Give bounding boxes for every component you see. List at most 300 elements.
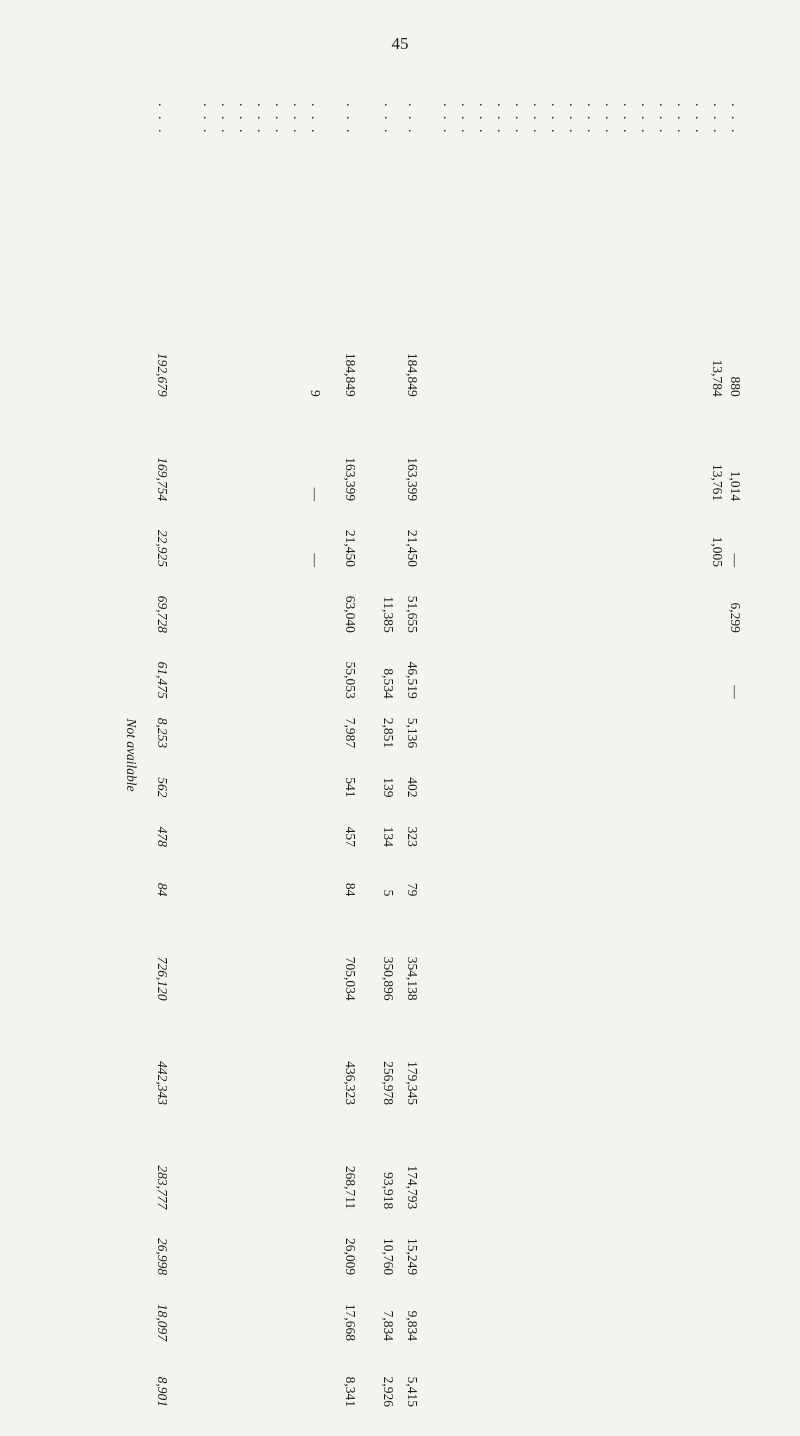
row-label xyxy=(140,100,184,276)
value-cell xyxy=(198,850,216,899)
value-cell xyxy=(306,1212,324,1278)
value-cell xyxy=(288,702,306,751)
value-cell xyxy=(600,1344,618,1410)
value-cell xyxy=(456,1004,474,1108)
value-cell xyxy=(618,801,636,850)
value-cell xyxy=(708,1108,726,1212)
value-cell xyxy=(654,1212,672,1278)
value-cell xyxy=(582,1108,600,1212)
value-cell xyxy=(672,1108,690,1212)
value-cell xyxy=(654,850,672,899)
spacer-cell xyxy=(708,276,726,296)
value-cell xyxy=(270,570,288,636)
value-cell xyxy=(726,1004,744,1108)
value-cell xyxy=(618,702,636,751)
leader-dots: . . . xyxy=(476,103,491,136)
value-cell xyxy=(492,702,510,751)
value-cell xyxy=(198,504,216,570)
spacer-cell xyxy=(492,276,510,296)
value-cell xyxy=(198,570,216,636)
value-cell xyxy=(492,570,510,636)
value-cell xyxy=(636,850,654,899)
value-cell xyxy=(288,899,306,1003)
value-cell xyxy=(438,850,456,899)
value-cell xyxy=(672,899,690,1003)
value-cell xyxy=(654,702,672,751)
spacer-cell xyxy=(288,276,306,296)
value-cell xyxy=(198,702,216,751)
value-cell xyxy=(492,295,510,399)
value-cell xyxy=(600,504,618,570)
value-cell xyxy=(270,295,288,399)
value-cell xyxy=(216,751,234,800)
value-cell xyxy=(654,636,672,702)
value-cell xyxy=(270,850,288,899)
table-row xyxy=(492,100,510,1410)
value-cell xyxy=(708,1344,726,1410)
value-cell xyxy=(510,801,528,850)
value-cell xyxy=(582,850,600,899)
spacer-cell xyxy=(546,276,564,296)
value-cell: 163,399 xyxy=(342,457,358,502)
value-cell xyxy=(708,1004,726,1108)
value-cell xyxy=(252,295,270,399)
value-cell xyxy=(288,504,306,570)
table-row xyxy=(528,100,546,1410)
value-cell xyxy=(564,400,582,504)
value-cell xyxy=(708,850,726,899)
value-cell xyxy=(270,1278,288,1344)
value-cell xyxy=(690,570,708,636)
value-cell xyxy=(546,1344,564,1410)
value-cell: 9 xyxy=(307,390,323,397)
leader-dots: . . . xyxy=(710,103,725,136)
row-label xyxy=(528,100,546,276)
value-cell xyxy=(216,850,234,899)
value-cell xyxy=(306,850,324,899)
value-cell xyxy=(636,801,654,850)
spacer-cell xyxy=(306,276,324,296)
row-label xyxy=(654,100,672,276)
value-cell xyxy=(600,850,618,899)
value-cell: 55,053 xyxy=(342,661,358,699)
value-cell xyxy=(528,1004,546,1108)
value-cell xyxy=(654,504,672,570)
value-cell xyxy=(690,899,708,1003)
value-cell xyxy=(618,1278,636,1344)
spacer-cell xyxy=(438,276,456,296)
leader-dots: . . . xyxy=(155,103,170,136)
value-cell xyxy=(528,850,546,899)
table-row xyxy=(582,100,600,1410)
spacer-cell xyxy=(456,276,474,296)
value-cell xyxy=(474,400,492,504)
value-cell: 22,925 xyxy=(154,529,170,567)
value-cell xyxy=(492,504,510,570)
value-cell xyxy=(528,751,546,800)
spacer-cell xyxy=(528,276,546,296)
row-label xyxy=(672,100,690,276)
leader-dots: . . . xyxy=(656,103,671,136)
value-cell xyxy=(636,504,654,570)
value-cell: 478 xyxy=(154,826,170,847)
value-cell xyxy=(690,636,708,702)
value-cell xyxy=(654,1108,672,1212)
leader-dots: . . . xyxy=(405,103,420,136)
row-label xyxy=(690,100,708,276)
value-cell xyxy=(510,751,528,800)
value-cell: 11,385 xyxy=(380,596,396,633)
value-cell xyxy=(376,400,400,504)
value-cell: 442,343 xyxy=(154,1061,170,1105)
value-cell xyxy=(672,400,690,504)
value-cell xyxy=(546,1278,564,1344)
value-cell xyxy=(690,1004,708,1108)
grand-total-row xyxy=(140,100,184,1410)
value-cell xyxy=(198,899,216,1003)
value-cell xyxy=(198,751,216,800)
spacer-row xyxy=(324,100,338,1410)
value-cell xyxy=(288,1278,306,1344)
value-cell xyxy=(306,1278,324,1344)
value-cell xyxy=(564,702,582,751)
value-cell xyxy=(198,1278,216,1344)
value-cell: 354,138 xyxy=(404,956,420,1001)
value-cell xyxy=(528,295,546,399)
table-row xyxy=(216,100,234,1410)
spacer-cell xyxy=(582,276,600,296)
value-cell xyxy=(582,1212,600,1278)
value-cell: 457 xyxy=(342,826,358,847)
row-label xyxy=(306,100,324,276)
value-cell xyxy=(438,1344,456,1410)
spacer-cell xyxy=(338,276,362,296)
value-cell xyxy=(672,702,690,751)
value-cell: 21,450 xyxy=(342,529,358,567)
value-cell xyxy=(492,1278,510,1344)
value-cell xyxy=(252,1108,270,1212)
value-cell xyxy=(564,570,582,636)
value-cell xyxy=(492,1108,510,1212)
value-cell xyxy=(528,636,546,702)
value-cell xyxy=(708,899,726,1003)
value-cell xyxy=(270,751,288,800)
value-cell: 541 xyxy=(342,777,358,798)
value-cell xyxy=(376,504,400,570)
value-cell xyxy=(252,702,270,751)
row-label xyxy=(252,100,270,276)
value-cell xyxy=(198,1344,216,1410)
value-cell xyxy=(306,1004,324,1108)
value-cell: 134 xyxy=(380,826,396,847)
value-cell: 84 xyxy=(342,882,358,897)
value-cell xyxy=(726,1108,744,1212)
value-cell: 402 xyxy=(404,777,420,798)
value-cell xyxy=(726,850,744,899)
leader-dots: . . . xyxy=(548,103,563,136)
spacer-row xyxy=(184,100,198,1410)
value-cell xyxy=(492,899,510,1003)
value-cell xyxy=(216,295,234,399)
row-label xyxy=(376,100,400,276)
value-cell xyxy=(528,801,546,850)
value-cell xyxy=(546,702,564,751)
value-cell xyxy=(456,400,474,504)
value-cell xyxy=(636,899,654,1003)
value-cell xyxy=(546,1004,564,1108)
value-cell xyxy=(252,899,270,1003)
value-cell xyxy=(726,702,744,751)
value-cell xyxy=(708,702,726,751)
value-cell xyxy=(510,1344,528,1410)
leader-dots: . . . xyxy=(602,103,617,136)
value-cell: 192,679 xyxy=(154,352,170,397)
value-cell: 1,014 xyxy=(727,470,743,502)
value-cell xyxy=(618,899,636,1003)
value-cell xyxy=(198,295,216,399)
value-cell: 51,655 xyxy=(404,595,420,633)
value-cell: 26,998 xyxy=(154,1238,170,1276)
value-cell: 350,896 xyxy=(380,956,396,1001)
value-cell xyxy=(618,1108,636,1212)
table-row xyxy=(456,100,474,1410)
value-cell: — xyxy=(727,685,743,699)
value-cell xyxy=(564,899,582,1003)
spacer-cell xyxy=(510,276,528,296)
value-cell xyxy=(690,504,708,570)
value-cell xyxy=(198,1004,216,1108)
value-cell xyxy=(654,801,672,850)
spacer-cell xyxy=(564,276,582,296)
value-cell xyxy=(672,801,690,850)
value-cell xyxy=(252,751,270,800)
value-cell xyxy=(600,751,618,800)
value-cell xyxy=(234,570,252,636)
leader-dots: . . . xyxy=(272,103,287,136)
value-cell xyxy=(438,1278,456,1344)
value-cell: 880 xyxy=(727,376,743,397)
value-cell: 323 xyxy=(404,826,420,847)
value-cell xyxy=(438,400,456,504)
value-cell xyxy=(216,504,234,570)
value-cell xyxy=(564,1108,582,1212)
value-cell xyxy=(306,899,324,1003)
spacer-cell xyxy=(600,276,618,296)
value-cell xyxy=(708,751,726,800)
value-cell xyxy=(288,1212,306,1278)
value-cell xyxy=(582,636,600,702)
value-cell xyxy=(438,504,456,570)
value-cell xyxy=(546,636,564,702)
value-cell xyxy=(234,1212,252,1278)
value-cell xyxy=(654,1004,672,1108)
row-label xyxy=(456,100,474,276)
value-cell xyxy=(252,504,270,570)
value-cell xyxy=(456,636,474,702)
value-cell xyxy=(636,1344,654,1410)
row-label xyxy=(492,100,510,276)
value-cell xyxy=(438,1212,456,1278)
value-cell xyxy=(582,570,600,636)
leader-dots: . . . xyxy=(254,103,269,136)
value-cell: 15,249 xyxy=(404,1238,420,1276)
row-label xyxy=(618,100,636,276)
value-cell xyxy=(456,899,474,1003)
value-cell: 8,341 xyxy=(342,1376,358,1407)
page-number: 45 xyxy=(391,34,409,53)
value-cell xyxy=(306,801,324,850)
value-cell xyxy=(726,751,744,800)
value-cell xyxy=(492,751,510,800)
value-cell xyxy=(618,636,636,702)
subtotal-row xyxy=(400,100,424,1410)
table-row xyxy=(690,100,708,1410)
leader-dots: . . . xyxy=(290,103,305,136)
value-cell xyxy=(270,1344,288,1410)
value-cell xyxy=(288,400,306,504)
value-cell xyxy=(546,570,564,636)
value-cell xyxy=(672,751,690,800)
spacer-cell xyxy=(672,276,690,296)
value-cell: 283,777 xyxy=(154,1165,170,1210)
value-cell xyxy=(376,295,400,399)
value-cell xyxy=(510,504,528,570)
value-cell xyxy=(252,801,270,850)
value-cell xyxy=(474,702,492,751)
value-cell xyxy=(672,504,690,570)
table-row xyxy=(546,100,564,1410)
value-cell xyxy=(252,636,270,702)
value-cell xyxy=(252,1004,270,1108)
spacer-cell xyxy=(216,276,234,296)
value-cell xyxy=(582,899,600,1003)
value-cell xyxy=(618,1004,636,1108)
value-cell xyxy=(216,400,234,504)
value-cell xyxy=(636,702,654,751)
value-cell: 26,009 xyxy=(342,1238,358,1276)
value-cell xyxy=(306,636,324,702)
value-cell: 2,851 xyxy=(380,717,396,749)
value-cell: 5 xyxy=(380,889,396,897)
value-cell xyxy=(582,504,600,570)
value-cell xyxy=(456,801,474,850)
value-cell xyxy=(474,504,492,570)
value-cell xyxy=(492,636,510,702)
value-cell xyxy=(510,1212,528,1278)
value-cell xyxy=(654,1344,672,1410)
value-cell xyxy=(582,1004,600,1108)
value-cell xyxy=(270,899,288,1003)
value-cell xyxy=(582,801,600,850)
value-cell: 436,323 xyxy=(342,1061,358,1105)
row-label xyxy=(726,100,744,276)
row-label xyxy=(600,100,618,276)
value-cell: 69,728 xyxy=(154,595,170,633)
value-cell: 6,299 xyxy=(727,602,743,633)
value-cell xyxy=(618,504,636,570)
spacer-row xyxy=(362,100,376,1410)
value-cell xyxy=(618,850,636,899)
value-cell xyxy=(510,1108,528,1212)
value-cell xyxy=(690,1278,708,1344)
value-cell xyxy=(252,1212,270,1278)
value-cell xyxy=(474,1004,492,1108)
table-row xyxy=(672,100,690,1410)
leader-dots: . . . xyxy=(308,103,323,136)
value-cell xyxy=(492,400,510,504)
value-cell: 169,754 xyxy=(154,457,170,502)
row-label xyxy=(400,100,424,276)
value-cell xyxy=(564,1278,582,1344)
value-cell xyxy=(600,570,618,636)
value-cell xyxy=(654,570,672,636)
value-cell xyxy=(288,1108,306,1212)
value-cell xyxy=(474,801,492,850)
table-row xyxy=(252,100,270,1410)
value-cell xyxy=(690,295,708,399)
value-cell xyxy=(492,850,510,899)
table-row xyxy=(270,100,288,1410)
value-cell xyxy=(546,899,564,1003)
table-row xyxy=(600,100,618,1410)
value-cell: 562 xyxy=(154,777,170,798)
value-cell xyxy=(306,702,324,751)
value-cell xyxy=(216,1212,234,1278)
value-cell: — xyxy=(307,553,323,567)
value-cell xyxy=(270,1004,288,1108)
value-cell xyxy=(636,751,654,800)
value-cell xyxy=(438,636,456,702)
value-cell xyxy=(510,1004,528,1108)
value-cell xyxy=(492,1004,510,1108)
value-cell xyxy=(234,636,252,702)
value-cell xyxy=(636,636,654,702)
value-cell xyxy=(438,1004,456,1108)
spacer-cell xyxy=(690,276,708,296)
value-cell xyxy=(564,1344,582,1410)
statistics-table xyxy=(122,100,744,1410)
value-cell xyxy=(546,850,564,899)
value-cell xyxy=(708,570,726,636)
row-label xyxy=(510,100,528,276)
spacer-cell xyxy=(618,276,636,296)
value-cell xyxy=(492,801,510,850)
value-cell xyxy=(528,400,546,504)
leader-dots: . . . xyxy=(381,103,396,136)
table-row xyxy=(474,100,492,1410)
table-row xyxy=(438,100,456,1410)
value-cell xyxy=(270,702,288,751)
leader-dots: . . . xyxy=(200,103,215,136)
value-cell xyxy=(456,702,474,751)
value-cell xyxy=(510,899,528,1003)
value-cell xyxy=(690,1108,708,1212)
value-cell xyxy=(216,1108,234,1212)
value-cell xyxy=(474,1108,492,1212)
value-cell xyxy=(198,801,216,850)
value-cell: 179,345 xyxy=(404,1061,420,1105)
table-row xyxy=(306,100,324,1410)
spacer-cell xyxy=(376,276,400,296)
spacer-cell xyxy=(252,276,270,296)
value-cell xyxy=(690,1344,708,1410)
value-cell xyxy=(564,1212,582,1278)
value-cell xyxy=(600,636,618,702)
value-cell xyxy=(708,1278,726,1344)
value-cell xyxy=(564,636,582,702)
value-cell xyxy=(564,1004,582,1108)
value-cell xyxy=(474,295,492,399)
